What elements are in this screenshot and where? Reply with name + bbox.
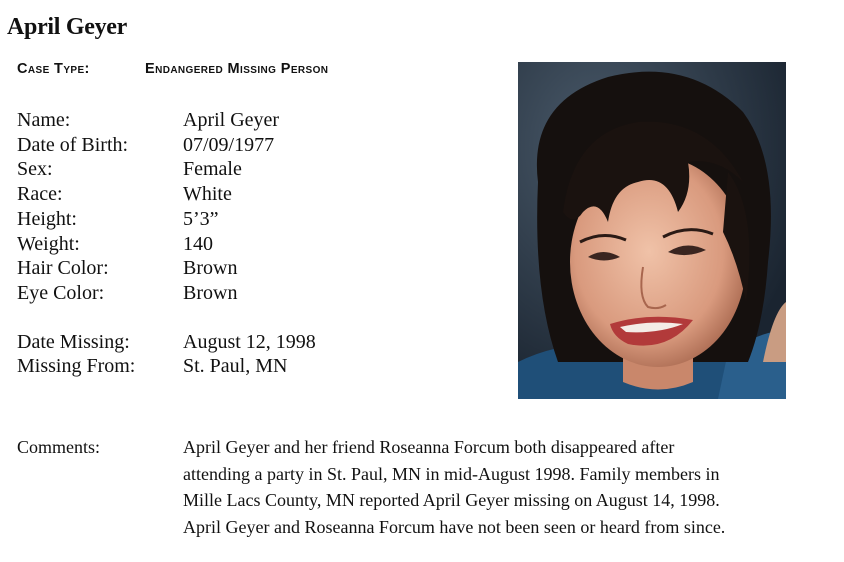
detail-label: Weight:: [17, 232, 80, 255]
detail-row-missing-from: [17, 354, 316, 379]
detail-label: Sex:: [17, 158, 53, 181]
comments-text: [183, 434, 833, 540]
detail-row-date-missing: [17, 330, 316, 355]
person-photo: [518, 62, 786, 399]
detail-value: Brown: [183, 257, 238, 280]
detail-value: White: [183, 183, 232, 206]
page-title: April Geyer: [7, 14, 127, 40]
detail-label: Race:: [17, 183, 63, 206]
detail-value: April Geyer: [183, 109, 280, 131]
detail-value: 07/09/1977: [183, 133, 275, 156]
detail-value: St. Paul, MN: [183, 355, 288, 378]
detail-label: Eye Color:: [17, 281, 105, 304]
comments-line: attending a party in St. Paul, MN in mid-August 1998. Family members in: [183, 463, 720, 484]
detail-row-hair: [17, 256, 316, 281]
person-details: [17, 108, 316, 379]
portrait-image: [518, 62, 786, 399]
detail-row-weight: [17, 232, 316, 257]
detail-row-name: [17, 108, 316, 133]
detail-row-eyes: [17, 281, 316, 306]
detail-label: Date Missing:: [17, 330, 130, 353]
detail-label: Hair Color:: [17, 257, 109, 280]
case-type: [17, 61, 328, 77]
detail-row-race: [17, 182, 316, 207]
case-type-label: Case Type:: [17, 61, 90, 77]
detail-value: Female: [183, 158, 242, 181]
detail-row-dob: [17, 133, 316, 158]
detail-label: Name:: [17, 109, 71, 131]
detail-value: August 12, 1998: [183, 330, 316, 353]
detail-label: Height:: [17, 207, 77, 230]
comments-section: [17, 434, 833, 540]
detail-value: Brown: [183, 281, 238, 304]
detail-value: 140: [183, 232, 213, 255]
detail-label: Date of Birth:: [17, 133, 129, 156]
comments-line: April Geyer and Roseanna Forcum have not been seen or heard from since.: [183, 516, 726, 537]
comments-label: Comments:: [17, 437, 101, 457]
detail-row-sex: [17, 157, 316, 182]
detail-label: Missing From:: [17, 355, 136, 378]
comments-line: April Geyer and her friend Roseanna Forcum both disappeared after: [183, 437, 675, 457]
comments-line: Mille Lacs County, MN reported April Geyer missing on August 14, 1998.: [183, 490, 720, 510]
detail-row-height: [17, 207, 316, 232]
case-type-value: Endangered Missing Person: [145, 61, 329, 77]
detail-value: 5’3”: [183, 207, 219, 230]
